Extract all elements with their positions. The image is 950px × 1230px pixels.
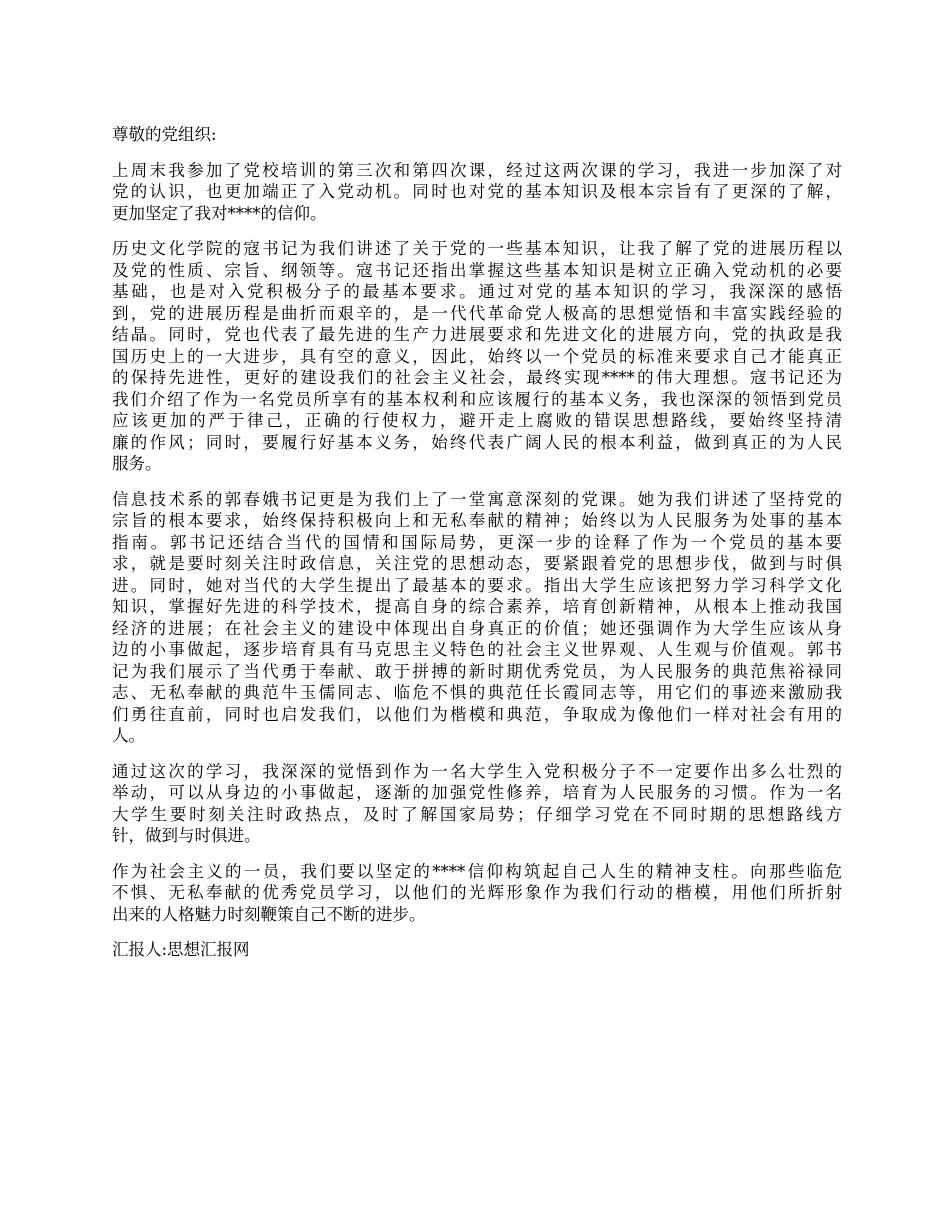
text-line: 结晶。同时，党也代表了最先进的生产力进展要求和先进文化的进展方向，党的执政是我 bbox=[112, 325, 842, 344]
text-line: 宗旨的根本要求，始终保持积极向上和无私奉献的精神；始终以为人民服务为处事的基本 bbox=[112, 511, 842, 530]
text-line: 进。同时，她对当代的大学生提出了最基本的要求。指出大学生应该把努力学习科学文化 bbox=[112, 575, 842, 595]
text-line: 记为我们展示了当代勇于奉献、敢于拼搏的新时期优秀党员，为人民服务的典范焦裕禄同 bbox=[112, 661, 842, 681]
text-line: 举动，可以从身边的小事做起，逐渐的加强党性修养，培育为人民服务的习惯。作为一名 bbox=[112, 783, 842, 802]
signature: 汇报人:思想汇报网 bbox=[112, 940, 250, 959]
text-line: 到，党的进展历程是曲折而艰辛的，是一代代革命党人极高的思想觉悟和丰富实践经验的 bbox=[112, 303, 842, 323]
text-line: 人。 bbox=[112, 726, 145, 745]
text-line: 我们介绍了作为一名党员所享有的基本权利和应该履行的基本义务，我也深深的领悟到党员 bbox=[112, 389, 842, 409]
text-line: 廉的作风；同时，要履行好基本义务，始终代表广阔人民的根本利益，做到真正的为人民 bbox=[112, 432, 842, 452]
text-line: 们勇往直前，同时也启发我们，以他们为楷模和典范，争取成为像他们一样对社会有用的 bbox=[112, 704, 842, 724]
paragraph bbox=[112, 160, 842, 225]
text-line: 经济的进展；在社会主义的建设中体现出自身真正的价值；她还强调作为大学生应该从身 bbox=[112, 618, 842, 638]
text-line: 信息技术系的郭春娥书记更是为我们上了一堂寓意深刻的党课。她为我们讲述了坚持党的 bbox=[112, 489, 842, 509]
paragraph bbox=[112, 489, 842, 747]
text-line: 基础，也是对入党积极分子的最基本要求。通过对党的基本知识的学习，我深深的感悟 bbox=[112, 282, 842, 301]
text-line: 服务。 bbox=[112, 454, 162, 473]
text-line: 知识，掌握好先进的科学技术，提高自身的综合素养，培育创新精神，从根本上推动我国 bbox=[112, 597, 842, 616]
text-line: 更加坚定了我对****的信仰。 bbox=[112, 203, 327, 223]
text-line: 针，做到与时俱进。 bbox=[112, 826, 261, 845]
text-line: 求，就是要时刻关注时政信息，关注党的思想动态，要紧跟着党的思想步伐，做到与时俱 bbox=[112, 554, 842, 573]
document-body bbox=[112, 160, 842, 926]
paragraph bbox=[112, 861, 842, 926]
text-line: 国历史上的一大进步，具有空的意义，因此，始终以一个党员的标准来要求自己才能真正 bbox=[112, 346, 842, 366]
text-line: 历史文化学院的寇书记为我们讲述了关于党的一些基本知识，让我了解了党的进展历程以 bbox=[112, 239, 842, 258]
text-line: 及党的性质、宗旨、纲领等。寇书记还指出掌握这些基本知识是树立正确入党动机的必要 bbox=[112, 260, 842, 280]
text-line: 志、无私奉献的典范牛玉儒同志、临危不惧的典范任长霞同志等，用它们的事迹来激励我 bbox=[112, 683, 842, 702]
text-line: 上周末我参加了党校培训的第三次和第四次课，经过这两次课的学习，我进一步加深了对 bbox=[112, 160, 842, 180]
salutation: 尊敬的党组织: bbox=[112, 125, 217, 144]
text-line: 的保持先进性，更好的建设我们的社会主义社会，最终实现****的伟大理想。寇书记还为 bbox=[112, 368, 842, 387]
paragraph bbox=[112, 238, 842, 475]
text-line: 大学生要时刻关注时政热点，及时了解国家局势；仔细学习党在不同时期的思想路线方 bbox=[112, 804, 842, 824]
text-line: 作为社会主义的一员，我们要以坚定的****信仰构筑起自己人生的精神支柱。向那些临危 bbox=[112, 861, 842, 881]
paragraph bbox=[112, 761, 842, 847]
text-line: 指南。郭书记还结合当代的国情和国际局势，更深一步的诠释了作为一个党员的基本要 bbox=[112, 532, 842, 552]
text-line: 应该更加的严于律己，正确的行使权力，避开走上腐败的错误思想路线，要始终坚持清 bbox=[112, 411, 842, 430]
text-line: 不惧、无私奉献的优秀党员学习，以他们的光辉形象作为我们行动的楷模，用他们所折射 bbox=[112, 883, 842, 902]
text-line: 党的认识，也更加端正了入党动机。同时也对党的基本知识及根本宗旨有了更深的了解， bbox=[112, 182, 842, 201]
text-line: 通过这次的学习，我深深的觉悟到作为一名大学生入党积极分子不一定要作出多么壮烈的 bbox=[112, 761, 842, 781]
text-line: 边的小事做起，逐步培育具有马克思主义特色的社会主义世界观、人生观与价值观。郭书 bbox=[112, 640, 842, 659]
document-page bbox=[112, 124, 842, 975]
text-line: 出来的人格魅力时刻鞭策自己不断的进步。 bbox=[112, 904, 426, 924]
